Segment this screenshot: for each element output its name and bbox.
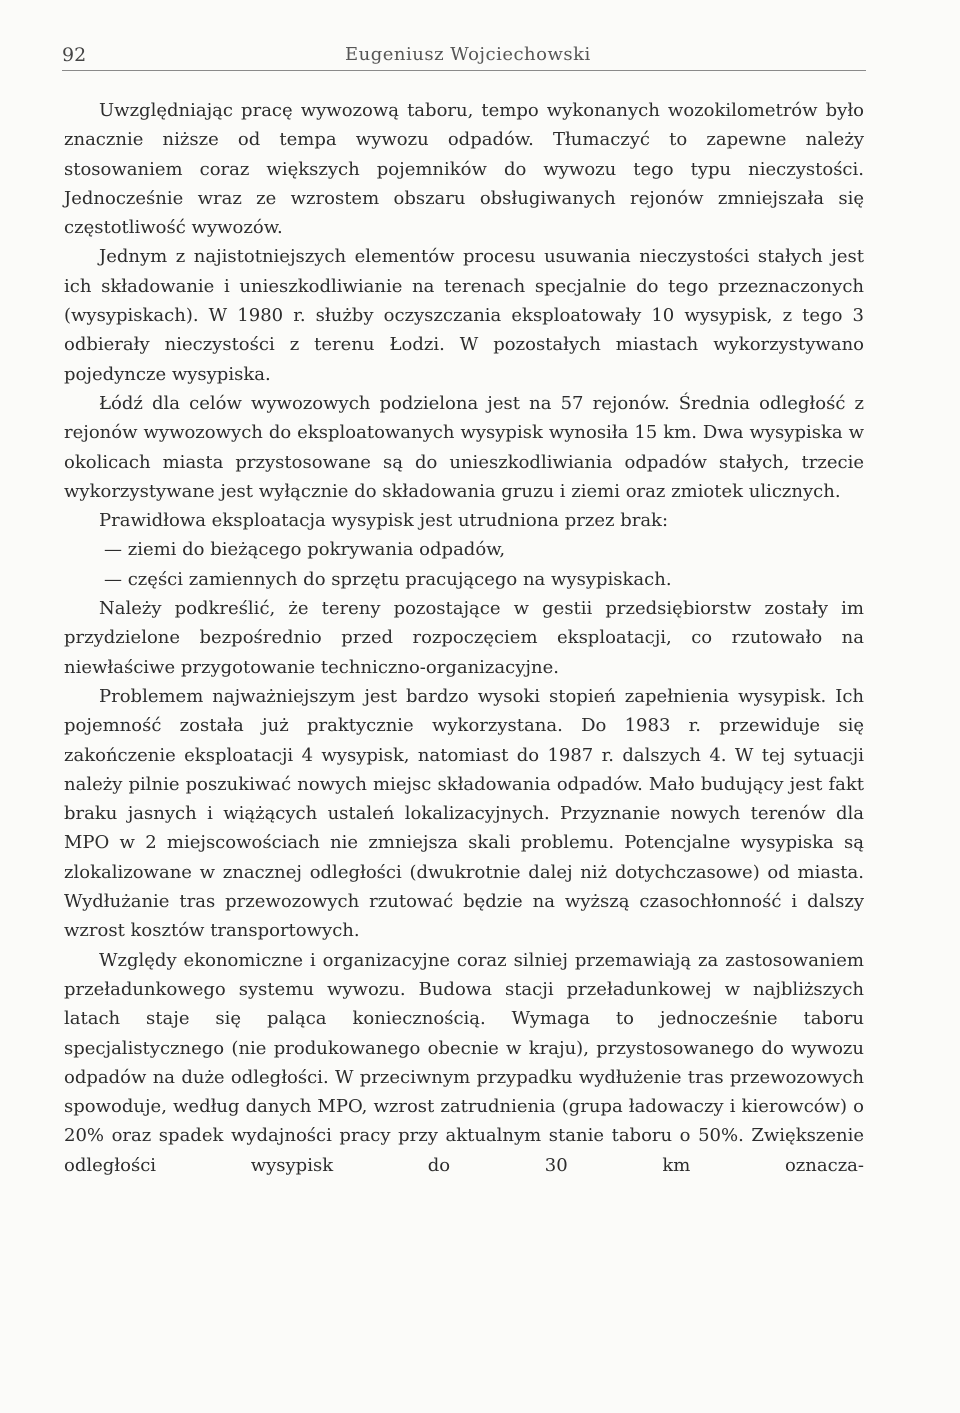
page-number: 92	[62, 44, 87, 66]
list-item: — części zamiennych do sprzętu pracującego na wysypiskach.	[104, 568, 672, 590]
paragraph: Łódź dla celów wywozowych podzielona jest na 57 rejonów. Średnia odległość z rejonów wywozowych do eksploatowanych wysypisk wynosiła 15 km. Dwa wysypiska w okolicach miasta przystosowane są do unieszkodliwiania odpadów stałych, trzecie wykorzystywane jest wyłącznie do składowania gruzu i ziemi oraz zmiotek ulicznych.	[64, 392, 864, 502]
page-header	[62, 40, 866, 71]
running-head-author: Eugeniusz Wojciechowski	[345, 44, 591, 65]
paragraph: Uwzględniając pracę wywozową taboru, tempo wykonanych wozokilometrów było znacznie niższe od tempa wywozu odpadów. Tłumaczyć to zapewne należy stosowaniem coraz większych pojemników do wywozu tego typu nieczystości. Jednocześnie wraz ze wzrostem obszaru obsługiwanych rejonów zmniejszała się częstotliwość wywozów.	[64, 100, 864, 239]
body-text	[64, 96, 864, 1180]
paragraph: Jednym z najistotniejszych elementów procesu usuwania nieczystości stałych jest ich składowanie i unieszkodliwianie na terenach specjalnie do tego przeznaczonych (wysypiskach). W 1980 r. służby oczyszczania eksploatowały 10 wysypisk, z tego 3 odbierały nieczystości z terenu Łodzi. W pozostałych miastach wykorzystywano pojedyncze wysypiska.	[64, 246, 864, 385]
list-item: — ziemi do bieżącego pokrywania odpadów,	[104, 539, 506, 561]
paragraph: Należy podkreślić, że tereny pozostające w gestii przedsiębiorstw zostały im przydzielone bezpośrednio przed rozpoczęciem eksploatacji, co rzutowało na niewłaściwe przygotowanie techniczno-organizacyjne.	[64, 598, 864, 678]
paragraph: Problemem najważniejszym jest bardzo wysoki stopień zapełnienia wysypisk. Ich pojemność została już praktycznie wykorzystana. Do 1983 r. przewiduje się zakończenie eksploatacji 4 wysypisk, natomiast do 1987 r. dalszych 4. W tej sytuacji należy pilnie poszukiwać nowych miejsc składowania odpadów. Mało budujący jest fakt braku jasnych i wiążących ustaleń lokalizacyjnych. Przyznanie nowych terenów dla MPO w 2 miejscowościach nie zmniejsza skali problemu. Potencjalne wysypiska są zlokalizowane w znacznej odległości (dwukrotnie dalej niż dotychczasowe) od miasta. Wydłużanie tras przewozowych rzutować będzie na wyższą czasochłonność i dalszy wzrost kosztów transportowych.	[64, 685, 864, 942]
paragraph: Prawidłowa eksploatacja wysypisk jest utrudniona przez brak:	[99, 510, 669, 532]
paragraph: Względy ekonomiczne i organizacyjne coraz silniej przemawiają za zastosowaniem przeładunkowego systemu wywozu. Budowa stacji przeładunkowej w najbliższych latach staje się paląca koniecznością. Wymaga to jednocześnie taboru specjalistycznego (nie produkowanego obecnie w kraju), przystosowanego do wywozu odpadów na duże odległości. W przeciwnym przypadku wydłużenie tras przewozowych spowoduje, według danych MPO, wzrost zatrudnienia (grupa ładowaczy i kierowców) o 20% oraz spadek wydajności pracy przy aktualnym stanie taboru o 50%. Zwiększenie odległości wysypisk do 30 km oznacza-	[64, 949, 864, 1176]
